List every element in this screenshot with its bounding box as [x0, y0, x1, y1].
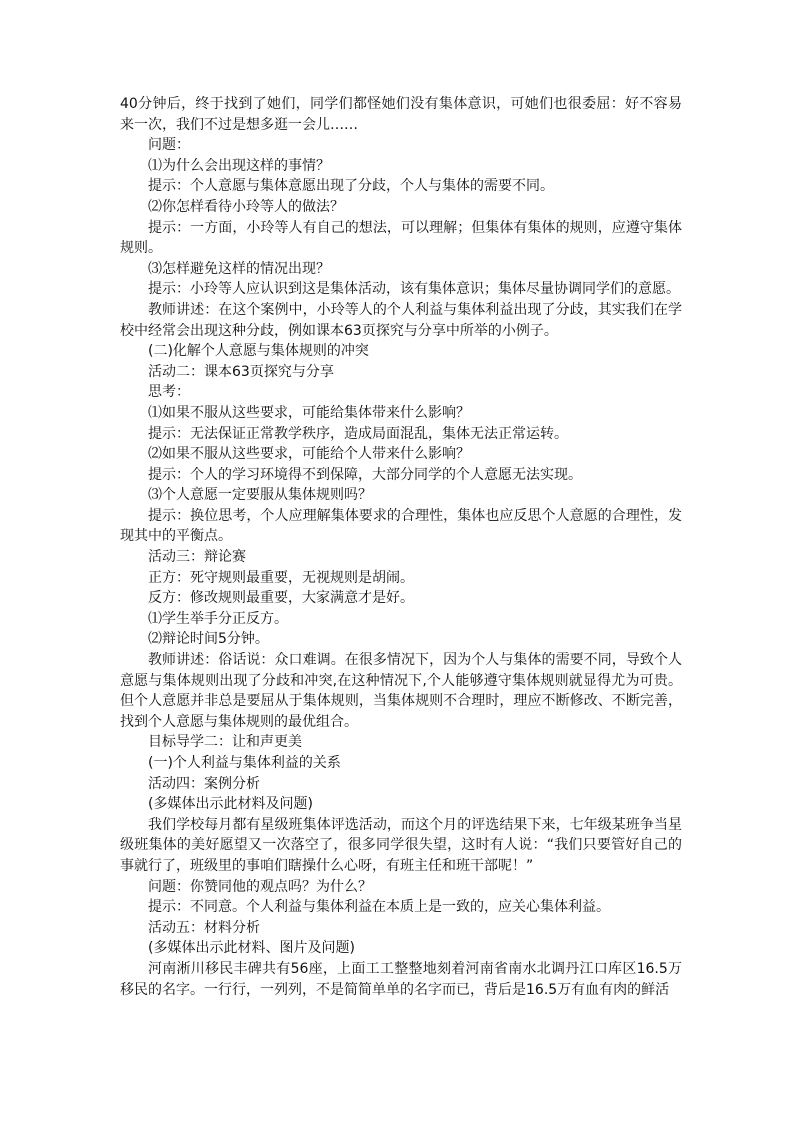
- paragraph: 河南淅川移民丰碑共有56座，上面工工整整地刻着河南省南水北调丹江口库区16.5万移民的名字。一行行，一列列，不是简简单单的名字而已，背后是16.5万有血有肉的鲜活: [120, 960, 682, 998]
- paragraph: ⑵你怎样看待小玲等人的做法？: [148, 198, 344, 215]
- paragraph: (多媒体出示此材料及问题): [148, 796, 313, 813]
- paragraph: 提示：不同意。个人利益与集体利益在本质上是一致的，应关心集体利益。: [148, 899, 610, 916]
- paragraph: 我们学校每月都有星级班集体评选活动，而这个月的评选结果下来，七年级某班争当星级班集体的美好愿望又一次落空了，很多同学很失望，这时有人说：“我们只要管好自己的事就行了，班级里的事咱们瞎操什么心呀，有班主任和班干部呢！”: [120, 816, 682, 874]
- paragraph: 教师讲述：俗话说：众口难调。在很多情况下，因为个人与集体的需要不同，导致个人意愿与集体规则出现了分歧和冲突,在这种情况下,个人能够遵守集体规则就显得尤为可贵。但个人意愿并非总是要屈从于集体规则，当集体规则不合理时，理应不断修改、不断完善，找到个人意愿与集体规则的最优组合。: [120, 652, 682, 730]
- paragraph: 正方：死守规则最重要，无视规则是胡闹。: [148, 569, 414, 586]
- paragraph: 提示：个人的学习环境得不到保障，大部分同学的个人意愿无法实现。: [148, 466, 582, 483]
- paragraph: 活动三：辩论赛: [148, 549, 246, 566]
- paragraph: 提示：换位思考，个人应理解集体要求的合理性，集体也应反思个人意愿的合理性，发现其中的平衡点。: [120, 507, 682, 545]
- paragraph: 活动四：案例分析: [148, 775, 260, 792]
- paragraph: ⑶怎样避免这样的情况出现？: [148, 260, 330, 277]
- paragraph: 反方：修改规则最重要，大家满意才是好。: [148, 590, 414, 607]
- paragraph: ⑴如果不服从这些要求，可能给集体带来什么影响？: [148, 404, 470, 421]
- paragraph: 提示：个人意愿与集体意愿出现了分歧，个人与集体的需要不同。: [148, 178, 554, 195]
- paragraph: 活动二：课本63页探究与分享: [148, 363, 334, 380]
- paragraph: (二)化解个人意愿与集体规则的冲突: [148, 343, 369, 360]
- paragraph: 问题：: [148, 137, 190, 154]
- paragraph: ⑶个人意愿一定要服从集体规则吗？: [148, 487, 372, 504]
- paragraph: (一)个人利益与集体利益的关系: [148, 755, 341, 771]
- paragraph: 提示：一方面，小玲等人有自己的想法，可以理解；但集体有集体的规则，应遵守集体规则。: [120, 219, 682, 257]
- paragraph: ⑴学生举手分正反方。: [148, 610, 288, 627]
- paragraph: 思考：: [148, 384, 190, 401]
- paragraph: 活动五：材料分析: [148, 919, 260, 936]
- paragraph: ⑴为什么会出现这样的事情？: [148, 157, 330, 174]
- paragraph: 教师讲述：在这个案例中，小玲等人的个人利益与集体利益出现了分歧，其实我们在学校中经常会出现这种分歧，例如课本63页探究与分享中所举的小例子。: [120, 301, 682, 339]
- paragraph: 提示：小玲等人应认识到这是集体活动，该有集体意识；集体尽量协调同学们的意愿。: [148, 281, 680, 298]
- paragraph: 40分钟后，终于找到了她们，同学们都怪她们没有集体意识，可她们也很委屈：好不容易来一次，我们不过是想多逛一会儿……: [120, 96, 682, 133]
- paragraph: 问题：你赞同他的观点吗？为什么？: [148, 878, 372, 895]
- paragraph: ⑵如果不服从这些要求，可能给个人带来什么影响？: [148, 446, 470, 463]
- paragraph: 目标导学二：让和声更美: [148, 734, 302, 751]
- paragraph: 提示：无法保证正常教学秩序，造成局面混乱，集体无法正常运转。: [148, 425, 568, 442]
- paragraph: (多媒体出示此材料、图片及问题): [148, 940, 355, 957]
- paragraph: ⑵辩论时间5分钟。: [148, 631, 269, 648]
